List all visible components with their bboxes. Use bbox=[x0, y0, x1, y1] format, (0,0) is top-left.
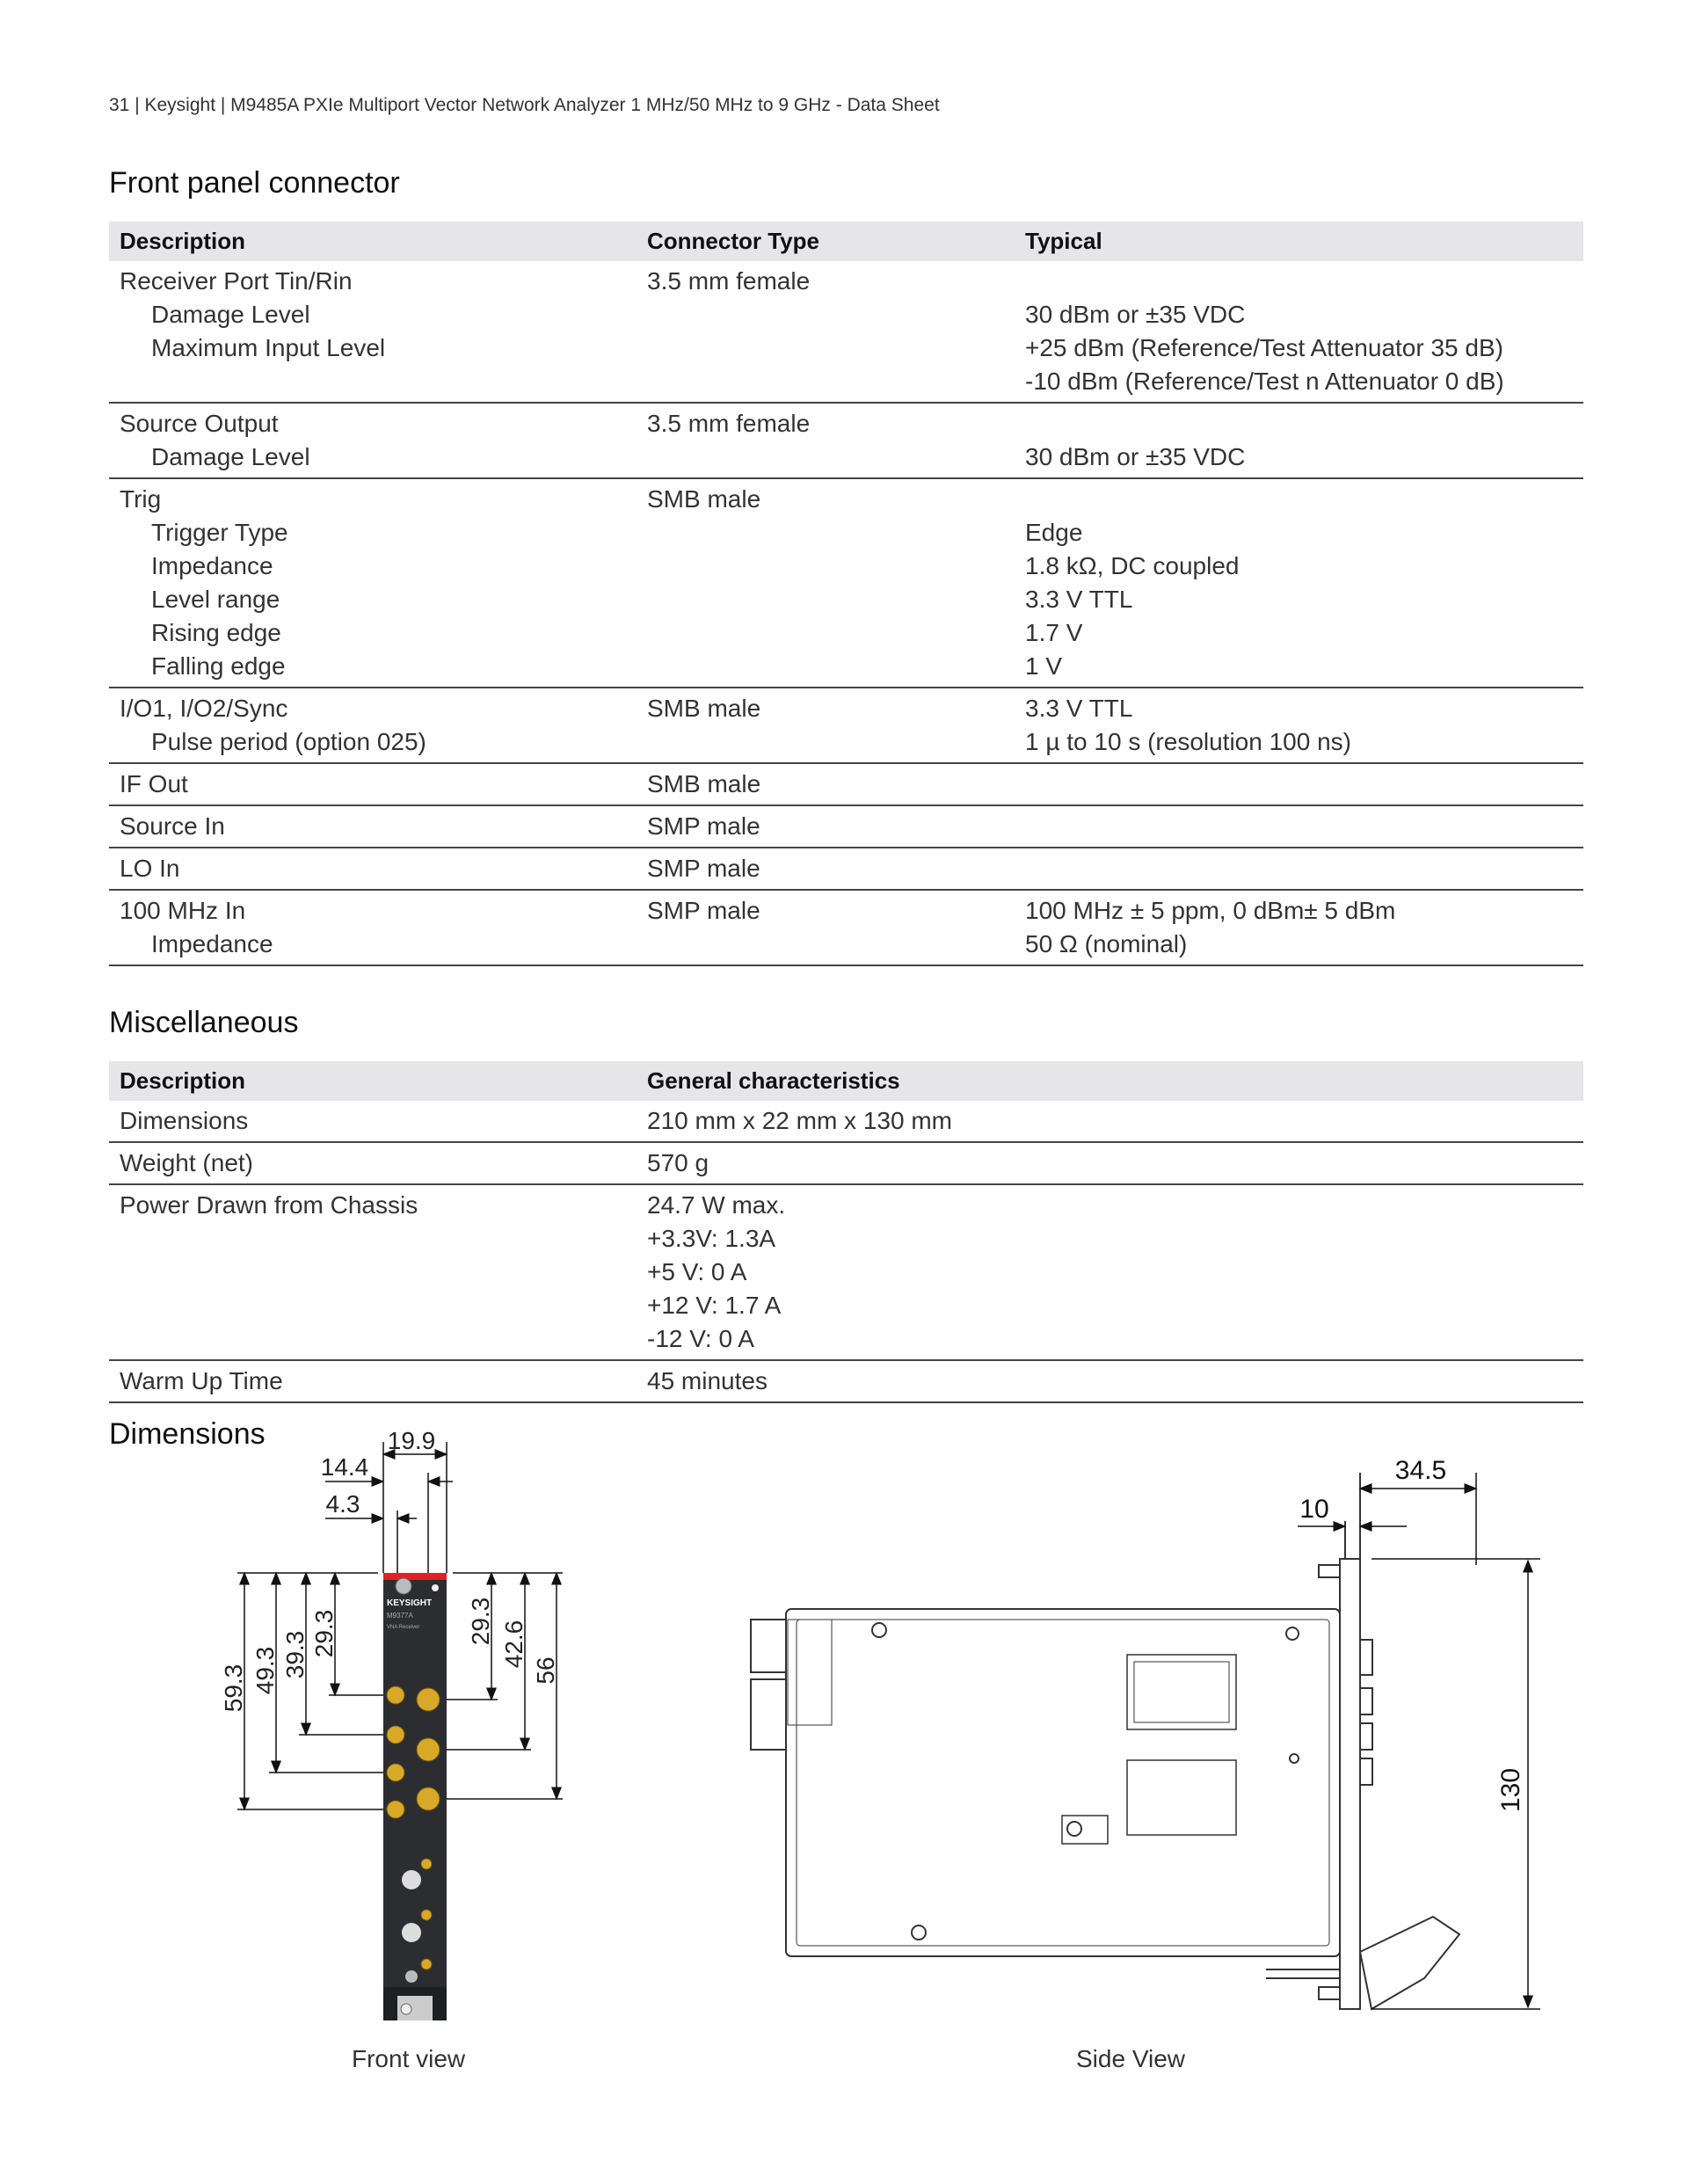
cell-line: +12 V: 1.7 A bbox=[647, 1292, 782, 1319]
desc-cell bbox=[109, 763, 637, 805]
table-row bbox=[109, 1142, 1583, 1184]
cell-line: Source Output bbox=[120, 410, 279, 437]
desc-cell bbox=[109, 478, 637, 688]
table-row bbox=[109, 1184, 1583, 1360]
misc-title: Miscellaneous bbox=[109, 1006, 299, 1039]
cell-line: Impedance bbox=[151, 930, 273, 957]
cell-line bbox=[1025, 407, 1573, 440]
desc-cell bbox=[109, 890, 637, 965]
desc-cell bbox=[109, 848, 637, 890]
dim-10: 10 bbox=[1299, 1495, 1329, 1524]
table-row bbox=[109, 890, 1583, 965]
dim-14-4: 14.4 bbox=[320, 1453, 369, 1481]
page-header: 31 | Keysight | M9485A PXIe Multiport Vector Network Analyzer 1 MHz/50 MHz to 9 GHz - Data Sheet bbox=[109, 95, 940, 115]
dim-130: 130 bbox=[1496, 1767, 1525, 1813]
cell-line: Impedance bbox=[151, 552, 273, 579]
type-cell: 3.5 mm female bbox=[647, 410, 811, 437]
type-cell: SMP male bbox=[647, 897, 760, 924]
cell-line bbox=[1025, 852, 1573, 885]
typical-cell bbox=[1015, 763, 1583, 805]
cell-line: Trigger Type bbox=[151, 519, 288, 546]
cell-line: 1.7 V bbox=[1025, 619, 1083, 646]
value-cell bbox=[637, 1142, 1583, 1184]
cell-line: -12 V: 0 A bbox=[647, 1325, 754, 1352]
front-panel-table bbox=[109, 222, 1583, 966]
front-panel-title: Front panel connector bbox=[109, 166, 400, 200]
typical-cell bbox=[1015, 848, 1583, 890]
type-cell: SMB male bbox=[647, 695, 761, 722]
type-cell: SMB male bbox=[647, 770, 761, 797]
cell-line: 100 MHz In bbox=[120, 897, 246, 924]
dim-29-3-left: 29.3 bbox=[310, 1609, 338, 1658]
cell-line: 3.3 V TTL bbox=[1025, 695, 1133, 722]
cell-line: Rising edge bbox=[151, 619, 281, 646]
dim-42-6: 42.6 bbox=[500, 1620, 528, 1669]
table-row bbox=[109, 261, 1583, 403]
cell-line: 570 g bbox=[647, 1149, 709, 1176]
table-row bbox=[109, 403, 1583, 478]
panel-model: M9377A bbox=[387, 1612, 413, 1620]
cell-line: Receiver Port Tin/Rin bbox=[120, 267, 353, 295]
table-row bbox=[109, 805, 1583, 848]
cell-line: 30 dBm or ±35 VDC bbox=[1025, 301, 1246, 328]
table-row bbox=[109, 478, 1583, 688]
value-cell bbox=[637, 1184, 1583, 1360]
dim-4-3: 4.3 bbox=[325, 1490, 360, 1518]
cell-line: -10 dBm (Reference/Test n Attenuator 0 dB) bbox=[1025, 368, 1504, 395]
cell-line: 1 V bbox=[1025, 652, 1063, 680]
typical-cell bbox=[1015, 478, 1583, 688]
cell-line: 45 minutes bbox=[647, 1367, 768, 1394]
front-view-caption: Front view bbox=[352, 2045, 466, 2072]
type-cell: 3.5 mm female bbox=[647, 267, 811, 295]
cell-line: IF Out bbox=[120, 770, 188, 797]
column-header: Description bbox=[109, 1061, 637, 1101]
value-cell bbox=[637, 1360, 1583, 1402]
cell-line: Source In bbox=[120, 812, 225, 840]
column-header: Typical bbox=[1015, 222, 1583, 261]
type-cell: SMP male bbox=[647, 812, 760, 840]
cell-line bbox=[1025, 265, 1573, 298]
cell-line bbox=[1025, 483, 1573, 516]
side-view-caption: Side View bbox=[1076, 2045, 1186, 2072]
column-header: Description bbox=[109, 222, 637, 261]
cell-line: Damage Level bbox=[151, 443, 310, 470]
cell-line bbox=[120, 365, 626, 398]
cell-line: Falling edge bbox=[151, 652, 286, 680]
cell-line: Damage Level bbox=[151, 301, 310, 328]
dim-39-3: 39.3 bbox=[281, 1630, 309, 1679]
column-header: Connector Type bbox=[637, 222, 1015, 261]
desc-cell: Warm Up Time bbox=[120, 1367, 283, 1394]
cell-line: I/O1, I/O2/Sync bbox=[120, 695, 288, 722]
dimensions-title: Dimensions bbox=[109, 1417, 266, 1451]
typical-cell bbox=[1015, 890, 1583, 965]
table-row bbox=[109, 1360, 1583, 1402]
cell-line: Level range bbox=[151, 586, 280, 613]
desc-cell: Weight (net) bbox=[120, 1149, 253, 1176]
typical-cell bbox=[1015, 261, 1583, 403]
desc-cell bbox=[109, 805, 637, 848]
table-row bbox=[109, 763, 1583, 805]
desc-cell: Dimensions bbox=[120, 1107, 249, 1134]
cell-line bbox=[1025, 768, 1573, 801]
panel-brand: KEYSIGHT bbox=[387, 1598, 433, 1608]
dim-29-3-right: 29.3 bbox=[467, 1597, 494, 1646]
side-view-drawing bbox=[751, 1473, 1459, 2009]
desc-cell bbox=[109, 403, 637, 478]
dim-49-3: 49.3 bbox=[251, 1646, 279, 1695]
dim-56: 56 bbox=[532, 1656, 559, 1685]
cell-line: 100 MHz ± 5 ppm, 0 dBm± 5 dBm bbox=[1025, 897, 1396, 924]
dimension-drawings bbox=[0, 1424, 1688, 2093]
cell-line: 50 Ω (nominal) bbox=[1025, 930, 1188, 957]
cell-line: 3.3 V TTL bbox=[1025, 586, 1133, 613]
cell-line: 1 µ to 10 s (resolution 100 ns) bbox=[1025, 728, 1351, 755]
dim-59-3: 59.3 bbox=[220, 1663, 247, 1713]
cell-line: Pulse period (option 025) bbox=[151, 728, 426, 755]
cell-line: 210 mm x 22 mm x 130 mm bbox=[647, 1107, 952, 1134]
cell-line: +3.3V: 1.3A bbox=[647, 1225, 776, 1252]
tables-section bbox=[109, 165, 1583, 1403]
cell-line bbox=[1025, 810, 1573, 843]
cell-line: +5 V: 0 A bbox=[647, 1258, 747, 1285]
misc-table bbox=[109, 1061, 1583, 1403]
desc-cell bbox=[109, 688, 637, 763]
desc-cell: Power Drawn from Chassis bbox=[120, 1191, 418, 1219]
cell-line: Trig bbox=[120, 485, 162, 513]
cell-line: 30 dBm or ±35 VDC bbox=[1025, 443, 1246, 470]
panel-sub: VNA Receiver bbox=[387, 1625, 420, 1630]
typical-cell bbox=[1015, 688, 1583, 763]
cell-line: Edge bbox=[1025, 519, 1083, 546]
cell-line: +25 dBm (Reference/Test Attenuator 35 dB) bbox=[1025, 334, 1503, 361]
table-row bbox=[109, 1101, 1583, 1142]
cell-line: 24.7 W max. bbox=[647, 1191, 786, 1219]
front-panel-module bbox=[383, 1573, 447, 2020]
type-cell: SMB male bbox=[647, 485, 761, 513]
typical-cell bbox=[1015, 805, 1583, 848]
table-row bbox=[109, 688, 1583, 763]
value-cell bbox=[637, 1101, 1583, 1142]
cell-line: LO In bbox=[120, 855, 180, 882]
column-header: General characteristics bbox=[637, 1061, 1583, 1101]
cell-line: Maximum Input Level bbox=[151, 334, 386, 361]
cell-line: 1.8 kΩ, DC coupled bbox=[1025, 552, 1240, 579]
dim-19-9: 19.9 bbox=[387, 1427, 436, 1454]
type-cell: SMP male bbox=[647, 855, 760, 882]
dim-34-5: 34.5 bbox=[1394, 1456, 1447, 1485]
table-row bbox=[109, 848, 1583, 890]
typical-cell bbox=[1015, 403, 1583, 478]
desc-cell bbox=[109, 261, 637, 403]
